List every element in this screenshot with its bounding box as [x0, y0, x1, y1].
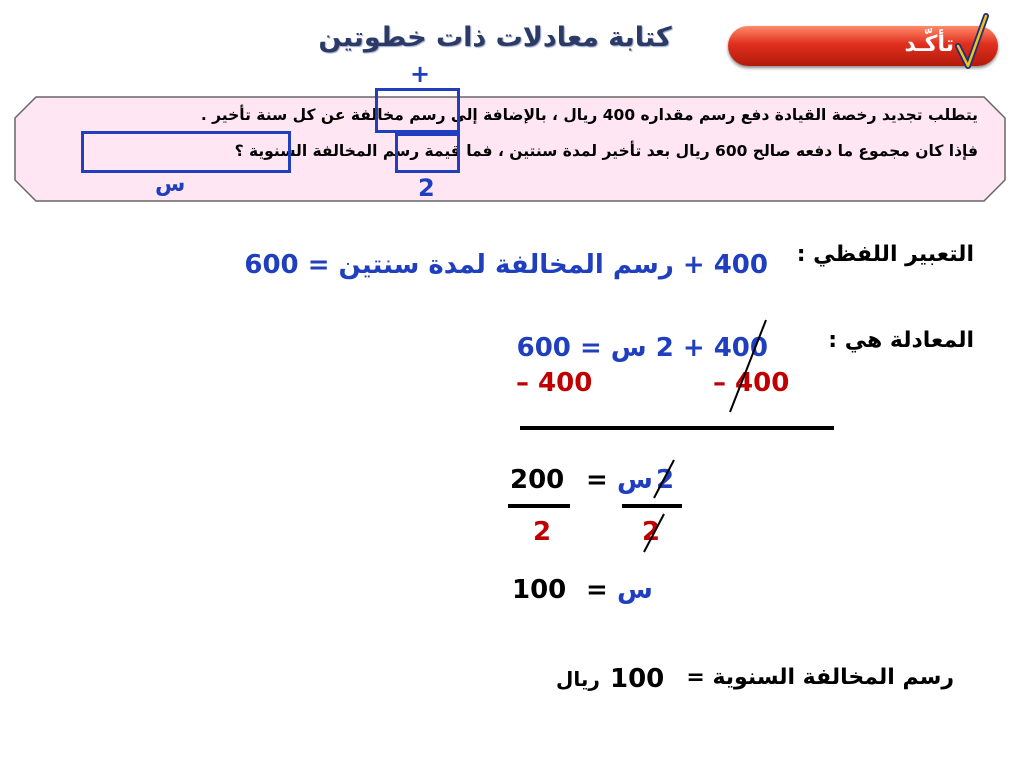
banner-label: تأكّـد: [904, 32, 954, 57]
step2-coefficient: 2: [656, 465, 675, 495]
highlight-box-addition: [375, 88, 460, 133]
annotation-years: 2: [418, 174, 435, 202]
divisor-left: 2: [533, 517, 552, 547]
division-line-left: [508, 504, 570, 508]
annotation-plus: +: [410, 60, 431, 88]
step2-equals: =: [586, 465, 608, 495]
verbal-expression: 400 + رسم المخالفة لمدة سنتين = 600: [244, 250, 768, 280]
step3-equals: =: [586, 575, 608, 605]
problem-line-2: فإذا كان مجموع ما دفعه صالح 600 ريال بعد تأخير لمدة سنتين ، فما قيمة رسم المخالفة السنوية ؟: [234, 142, 978, 160]
cancel-slash-400: [726, 318, 770, 414]
answer-value: 100: [610, 664, 665, 694]
step3-left: 100: [512, 575, 567, 605]
answer-unit: ريال: [556, 667, 600, 691]
annotation-variable: س: [155, 172, 186, 197]
header-banner: [728, 26, 998, 66]
cancel-slash-divisor: [640, 512, 668, 554]
checkmark-icon: [954, 12, 990, 74]
step2-variable: س: [617, 465, 653, 495]
highlight-box-two-years: [395, 133, 460, 173]
problem-line-1: يتطلب تجديد رخصة القيادة دفع رسم مقداره 400 ريال ، بالإضافة إلى رسم مخالفة عن كل سنة تأخير .: [200, 106, 978, 124]
page-title: كتابة معادلات ذات خطوتين: [318, 22, 672, 53]
equation-label: المعادلة هي :: [828, 328, 974, 353]
verbal-label: التعبير اللفظي :: [796, 242, 974, 267]
subtract-left: – 400: [516, 368, 593, 398]
highlight-box-annual-fee: [81, 131, 291, 173]
answer-text: رسم المخالفة السنوية =: [686, 665, 954, 690]
cancel-slash-coef: [650, 458, 678, 500]
division-line-right: [622, 504, 682, 508]
equation-expression: 400 + 2 س = 600: [516, 333, 768, 363]
subtraction-line: [520, 426, 834, 430]
step2-left: 200: [510, 465, 565, 495]
step3-variable: س: [617, 575, 653, 605]
subtract-right: – 400: [713, 368, 790, 398]
divisor-right: 2: [642, 517, 661, 547]
